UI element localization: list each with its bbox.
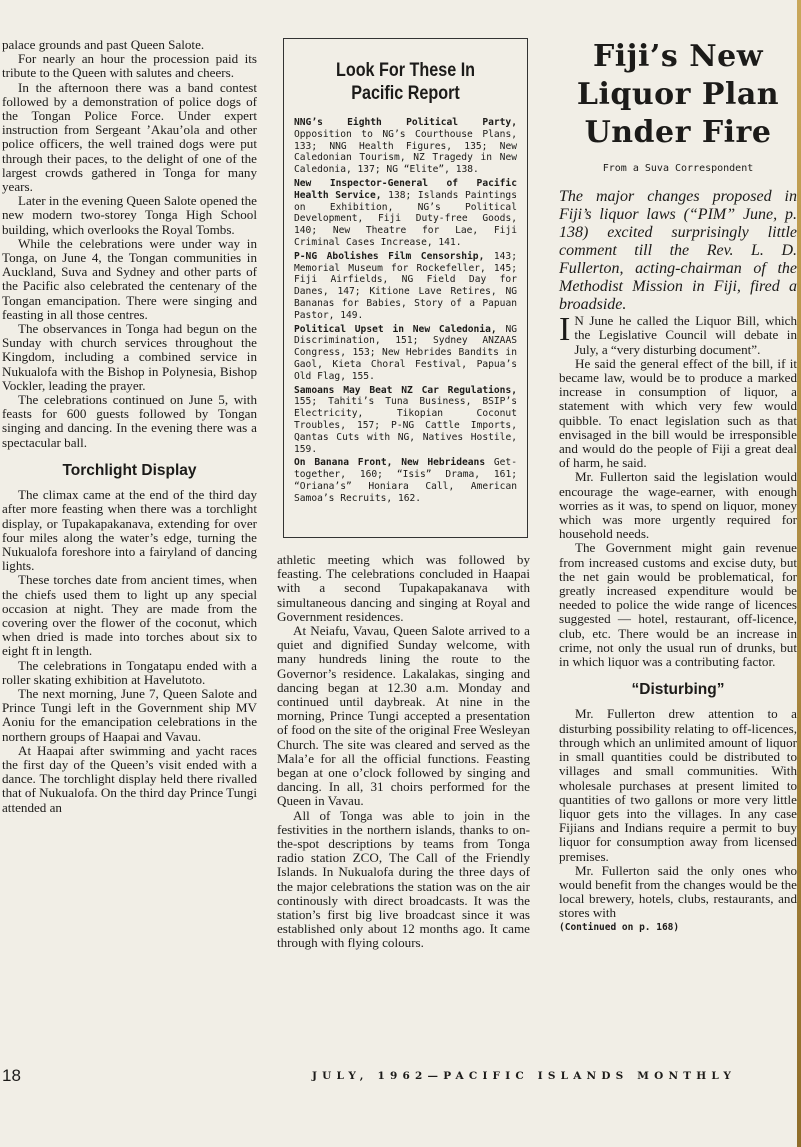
entry-lead: New Inspector-General of Pacific Health Service, (294, 177, 517, 201)
paragraph: The climax came at the end of the third day after more feasting when there was a torchlight display, or Tupakapakanava, extending for over four miles along the water’s edge, turning the Nukualofa foreshore into a fairyland of dancing lights. (2, 487, 257, 574)
paragraph: Mr. Fullerton said the only ones who would benefit from the changes would be the local brewery, hotels, clubs, restaurants, and stores with (559, 862, 797, 921)
paragraph: The observances in Tonga had begun on the Sunday with church services throughout the Kingdom, including a combined service in Nukualofa with the Bishop in Polynesia, Bishop Vockler, leading the prayer. (2, 321, 257, 393)
index-entry (294, 251, 517, 322)
paragraph: Later in the evening Queen Salote opened the new modern two-storey Tonga High School building, which overlooks the Royal Tombs. (2, 193, 257, 237)
paragraph: Mr. Fullerton said the legislation would encourage the wage-earner, with enough worries as it was, to spend on liquor, money which was more urgently required for household needs. (559, 469, 797, 542)
paragraph: palace grounds and past Queen Salote. (2, 37, 205, 52)
entry-text: 143; Memorial Museum for Rockefeller, 145; Fiji Airfields, NG Field Day for Danes, 147; Kitione Lave Retires, NG Bananas for Babies, Story of a Papuan Pastor, 149. (294, 250, 517, 321)
box-title (311, 59, 501, 105)
paragraph: athletic meeting which was followed by feasting. The celebrations concluded in Haapai with a second Tupakapakanava with simultaneous dancing and singing at Royal and Government residences. (277, 552, 530, 624)
entry-lead: Samoans May Beat NZ Car Regulations, (294, 384, 517, 396)
byline: From a Suva Correspondent (602, 163, 754, 174)
index-entry (294, 457, 517, 504)
paragraph: The celebrations continued on June 5, with feasts for 600 guests followed by Tongan singing and dancing. In the evening there was a spectacular ball. (2, 392, 257, 450)
index-entry (294, 117, 517, 176)
running-head: JULY, 1962—PACIFIC ISLANDS MONTHLY (312, 1070, 737, 1082)
entry-text: Get-together, 160; “Isis” Drama, 161; “Oriana’s” Honiara Call, American Samoa’s Recruits, 162. (294, 457, 517, 504)
entry-text: NG Discrimination, 151; Sydney ANZAAS Congress, 153; New Hebrides Bandits in Gaol, Kieta Choral Festival, Papua’s Old Flag, 155. (294, 323, 517, 382)
entry-text: 138; Islands Paintings on Exhibition, NG’s Political Development, Fiji Duty-free Goods, 140; New Theatre for Lae, Fiji Criminal Cases Increase, 141. (294, 189, 517, 248)
paragraph: The next morning, June 7, Queen Salote and Prince Tungi left in the Government ship MV Aoniu for the emancipation celebrations in the northern groups of Haapai and Vavau. (2, 685, 257, 744)
box-title-line: Pacific Report (351, 83, 460, 104)
first-paragraph-text: N June he called the Liquor Bill, which the Legislative Council will debate in July, a “very disturbing document”. (574, 313, 797, 357)
paragraph: The Government might gain revenue from increased customs and excise duty, but the net gain would be problematical, for greatly increased expenditure would be needed to police the wide range of licences suggested — hotel, restaurant, off-licence, club, etc. There would be an increase in crime, not only the usual run of drunks, but in which liquor was a contributing factor. (559, 540, 797, 670)
subheading-disturbing: “Disturbing” (631, 681, 725, 699)
paragraph: Mr. Fullerton drew attention to a disturbing possibility relating to off-licences, through which an unlimited amount of liquor in small quantities could be distributed to villages and small communities. With wholesale purchases at present limited to quantities of two gallons or more very little liquor gets into the villages. In any case Fijians and Indians require a permit to buy liquor for consumption away from licensed premises. (559, 706, 797, 864)
headline-line: Liquor Plan (576, 77, 780, 112)
column-tonga-story (2, 38, 257, 815)
page-number: 18 (2, 1066, 21, 1085)
entry-text: Opposition to NG’s Courthouse Plans, 133; NNG Health Figures, 135; New Caledonian Tourism, NZ Tragedy in New Caledonia, 137; NG “Elite”, 138. (294, 128, 517, 176)
pacific-report-index-box (283, 38, 528, 538)
index-entry (294, 324, 517, 383)
paragraph: The celebrations in Tongatapu ended with a roller skating exhibition at Havelutoto. (2, 657, 257, 687)
index-entry (294, 178, 517, 249)
index-entry (294, 385, 517, 456)
entry-lead: NNG’s Eighth Political Party, (294, 117, 517, 128)
paragraph: At Haapai after swimming and yacht races the first day of the Queen’s visit ended with a dance. The torchlight display held there rivalled that of Nukualofa. On the third day Prince Tungi attended an (2, 742, 257, 815)
headline (559, 38, 797, 152)
column-tonga-continued (277, 553, 530, 951)
entry-text: 155; Tahiti’s Tuna Business, BSIP’s Electricity, Tikopian Coconut Troubles, 157; P-NG Cattle Imports, Qantas Cuts with NG, Natives Hostile, 159. (294, 396, 517, 455)
entry-lead: Political Upset in New Caledonia, (294, 323, 497, 335)
paragraph: In the afternoon there was a band contest followed by a demonstration of police dogs of the Tongan Police Force. Under expert instruction from Sergeant ’Akau’ola and other police officers, the well trained dogs were put through their paces, to the delight of one of the largest crowds gathered in Tonga for many years. (2, 79, 257, 195)
entry-lead: P-NG Abolishes Film Censorship, (294, 250, 485, 262)
paragraph: While the celebrations were under way in Tonga, on June 4, the Tongan communities in Auckland, Suva and Sydney and other parts of the Pacific also celebrated the centenary of the Tongan emancipation. There were singing and feasting in all those centres. (2, 235, 257, 322)
entry-lead: On Banana Front, New Hebrideans (294, 457, 486, 469)
paragraph: These torches date from ancient times, when the chiefs used them to light up any special occasion at night. They are made from the covering over the flower of the coconut, which when dried is made into torches about six to eight ft in length. (2, 572, 257, 659)
page-edge-strip (797, 0, 801, 1147)
page-footer (0, 1068, 801, 1088)
paragraph (559, 311, 797, 357)
paragraph: All of Tonga was able to join in the festivities in the northern islands, thanks to on-the-spot descriptions by teams from Tonga radio station ZCO, The Call of the Friendly Islands. In Nukualofa during the three days of the major celebrations the station was on the air continously with direct broadcasts. It was the station’s first big live broadcast since it was established only about 12 months ago. It came through with flying colours. (277, 807, 530, 951)
box-title-line: Look For These In (335, 60, 476, 81)
continued-note: (Continued on p. 168) (559, 921, 680, 933)
column-fiji-story (559, 38, 797, 935)
paragraph: He said the general effect of the bill, if it became law, would be to produce a marked increase in consumption of liquor, a statement with which very few would quibble. To enact legislation such as that envisaged in the bill would be irresponsible and would do the people of Fiji a great deal of harm, he said. (559, 355, 797, 471)
paragraph: For nearly an hour the procession paid its tribute to the Queen with salutes and cheers. (2, 51, 257, 81)
drop-cap: I (559, 311, 571, 349)
subheading-torchlight: Torchlight Display (62, 461, 197, 479)
paragraph: At Neiafu, Vavau, Queen Salote arrived to a quiet and dignified Sunday welcome, with many hundreds lining the route to the Governor’s residence. Lakalakas, singing and dancing began at 12.30 a.m. Monday and continued until daybreak. At nine in the morning, Prince Tungi accepted a presentation of food on the site of the original Free Wesleyan Church. The site was cleared and served as the Mala’e for all the official functions. Feasting began at one o’clock followed by singing and dancing. In all, 31 choirs performed for the Queen in Vavau. (277, 623, 530, 809)
headline-line: Under Fire (584, 115, 772, 150)
intro-paragraph: The major changes proposed in Fiji’s liquor laws (“PIM” June, p. 138) excited surprisingly little comment till the Rev. L. D. Fullerton, acting-chairman of the Methodist Mission in Fiji, fired a broadside. (559, 188, 797, 314)
headline-line: Fiji’s New (592, 39, 764, 74)
